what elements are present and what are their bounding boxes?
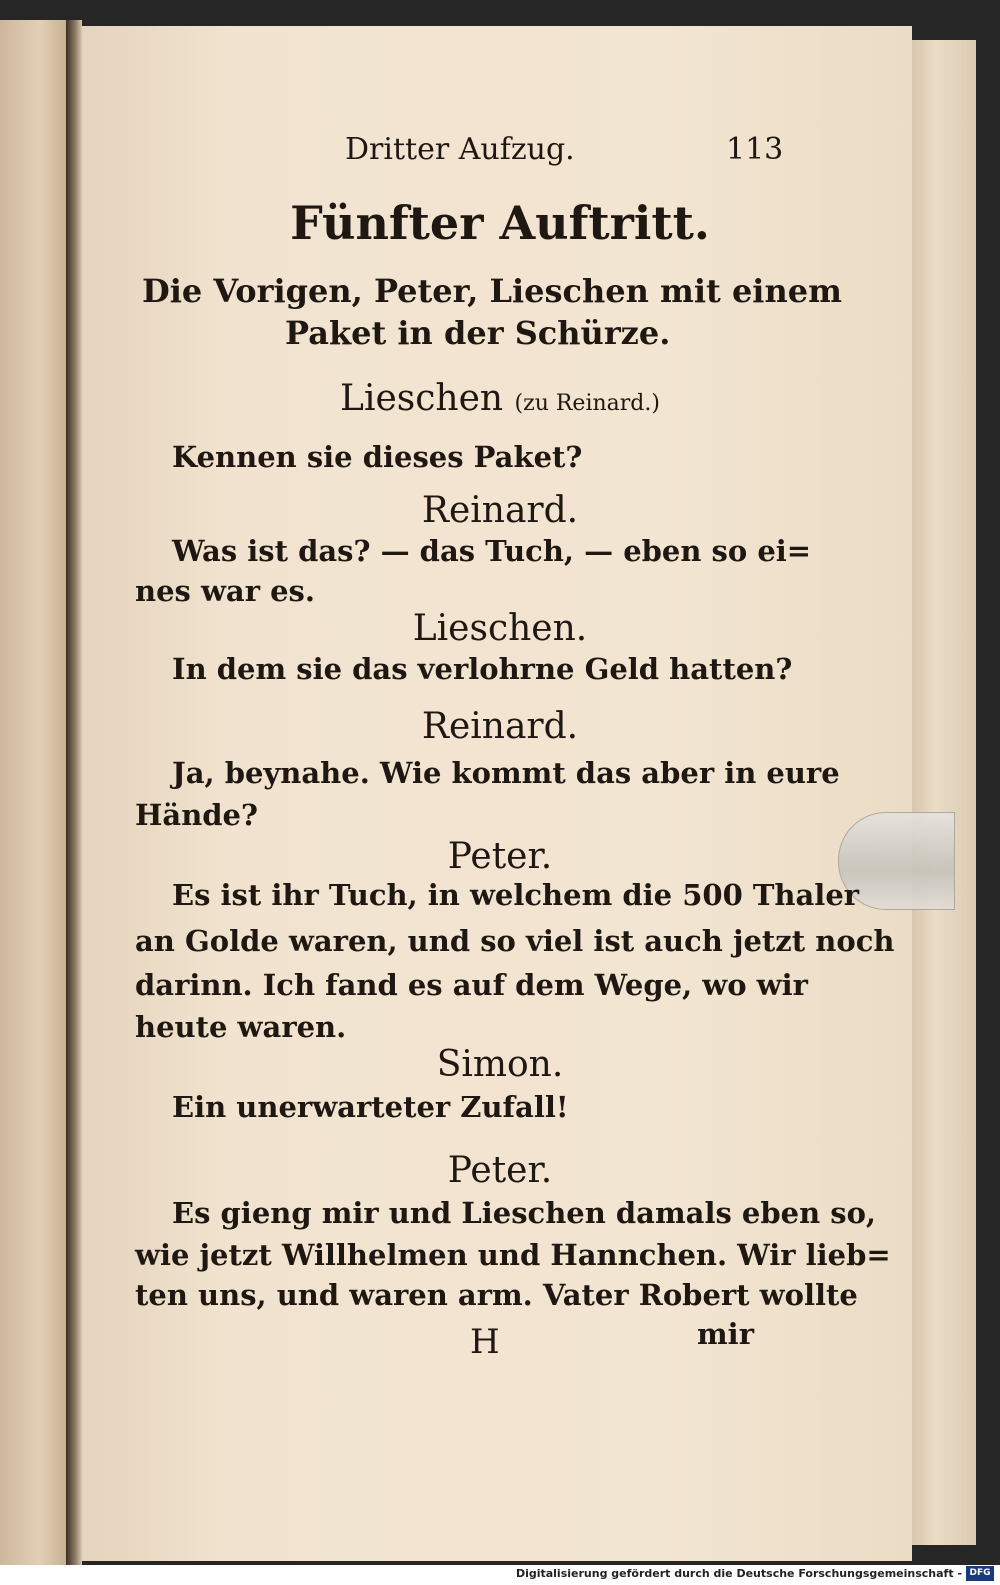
speaker-name: Reinard. xyxy=(421,490,579,531)
dialogue-line: ten uns, und waren arm. Vater Robert wollte xyxy=(135,1278,858,1312)
catchword: mir xyxy=(697,1317,754,1351)
dialogue-line: Kennen sie dieses Paket? xyxy=(172,440,583,474)
dialogue-line: heute waren. xyxy=(135,1010,347,1044)
page-number: 113 xyxy=(726,132,784,167)
dialogue-line: wie jetzt Willhelmen und Hannchen. Wir lieb= xyxy=(135,1238,891,1272)
dialogue-line: Es gieng mir und Lieschen damals eben so, xyxy=(172,1196,877,1230)
scene-title: Fünfter Auftritt. xyxy=(290,196,710,250)
speaker-label: Lieschen xyxy=(340,378,504,419)
page-edge xyxy=(912,40,976,1545)
speaker-name: Lieschen. xyxy=(412,608,588,649)
credit-text: Digitalisierung gefördert durch die Deutsche Forschungsgemeinschaft - xyxy=(515,1567,962,1580)
running-head: Dritter Aufzug. xyxy=(345,132,575,167)
speaker-name: Peter. xyxy=(447,836,553,877)
speaker-name xyxy=(0,378,1000,419)
dialogue-line: Hände? xyxy=(135,798,258,832)
stage-direction-line: Paket in der Schürze. xyxy=(285,314,671,352)
dialogue-line: Ein unerwarteter Zufall! xyxy=(172,1090,569,1124)
speaker-name: Peter. xyxy=(447,1150,553,1191)
dialogue-line: an Golde waren, und so viel ist auch jetzt noch xyxy=(135,924,895,958)
dialogue-line: darinn. Ich fand es auf dem Wege, wo wir xyxy=(135,968,808,1002)
stage-direction-line: Die Vorigen, Peter, Lieschen mit einem xyxy=(142,272,842,310)
speaker-name: Reinard. xyxy=(421,706,579,747)
dialogue-line: Es ist ihr Tuch, in welchem die 500 Thaler xyxy=(172,878,860,912)
book-gutter xyxy=(66,20,82,1565)
signature-mark: H xyxy=(470,1322,500,1362)
speaker-name: Simon. xyxy=(436,1044,564,1085)
dfg-logo: DFG xyxy=(966,1566,994,1581)
speaker-aside: (zu Reinard.) xyxy=(514,391,660,416)
dialogue-line: nes war es. xyxy=(135,574,315,608)
facing-page xyxy=(0,20,66,1565)
dialogue-line: Was ist das? — das Tuch, — eben so ei= xyxy=(172,534,812,568)
dialogue-line: In dem sie das verlohrne Geld hatten? xyxy=(172,652,793,686)
dialogue-line: Ja, beynahe. Wie kommt das aber in eure xyxy=(172,756,840,790)
